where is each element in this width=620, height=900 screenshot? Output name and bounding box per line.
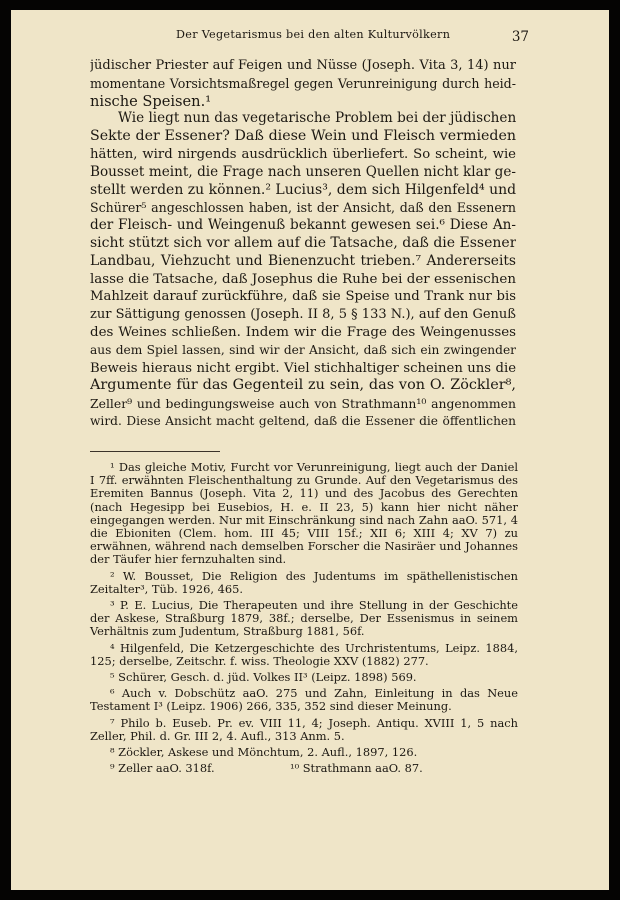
- running-title: Der Vegetarismus bei den alten Kulturvölkern: [176, 28, 451, 41]
- footnote: ³ P. E. Lucius, Die Therapeuten und ihre Stellung in der Geschichte der Askese, Straßburg 1879, 38f.; derselbe, Der Essenismus in seinem Verhältnis zum Judentum, Straßburg 1881, 56f.: [90, 598, 518, 639]
- text-line: momentane Vorsichtsmaßregel gegen Verunreinigung durch heid-: [90, 75, 516, 91]
- text-line: nische Speisen.¹: [90, 92, 212, 110]
- text-line: zur Sättigung genossen (Joseph. II 8, 5 § 133 N.), auf den Genuß: [90, 307, 516, 323]
- text-line: wird. Diese Ansicht macht geltend, daß die Essener die öffentlichen: [90, 413, 516, 428]
- main-text: [90, 57, 516, 431]
- text-line: hätten, wird nirgends ausdrücklich überliefert. So scheint, wie: [90, 146, 516, 162]
- text-line: Mahlzeit darauf zurückführe, daß sie Speise und Trank nur bis: [90, 289, 516, 305]
- text-line: Beweis hieraus nicht ergibt. Viel stichhaltiger scheinen uns die: [90, 360, 516, 376]
- text-line: Sekte der Essener? Daß diese Wein und Fleisch vermieden: [90, 128, 516, 145]
- text-line: Landbau, Viehzucht und Bienenzucht trieben.⁷ Andererseits: [90, 252, 516, 269]
- footnote: ⁸ Zöckler, Askese und Mönchtum, 2. Aufl., 1897, 126.: [110, 745, 418, 760]
- footnote: ¹⁰ Strathmann aaO. 87.: [290, 761, 423, 776]
- footnote: ⁵ Schürer, Gesch. d. jüd. Volkes II³ (Leipz. 1898) 569.: [110, 670, 417, 685]
- footnote-rule: [90, 451, 220, 452]
- text-line: aus dem Spiel lassen, sind wir der Ansicht, daß sich ein zwingender: [90, 342, 516, 357]
- page-header: [11, 28, 609, 46]
- text-line: stellt werden zu können.² Lucius³, dem sich Hilgenfeld⁴ und: [90, 181, 516, 198]
- text-line: Argumente für das Gegenteil zu sein, das von O. Zöckler⁸,: [90, 377, 516, 394]
- footnote: ¹ Das gleiche Motiv, Furcht vor Verunreinigung, liegt auch der Daniel I 7ff. erwähnten Fleischenthaltung zu Grunde. Auf den Vegetarismus des Eremiten Bannus (Joseph. Vita 2, 11) und des Jacobus des Gerechten (nach Hegesipp bei Eusebios, H. e. II 23, 5) kann hier nicht näher eingegangen werden. Nur mit Einschränkung sind nach Zahn aaO. 571, 4 die Ebioniten (Clem. hom. III 45; VIII 15f.; XII 6; XIII 4; XV 7) zu erwähnen, während nach demselben Forscher die Nasiräer und Johannes der Täufer hier fernzuhalten sind.: [90, 460, 518, 567]
- text-line: jüdischer Priester auf Feigen und Nüsse (Joseph. Vita 3, 14) nur: [90, 58, 516, 73]
- text-line: Zeller⁹ und bedingungsweise auch von Strathmann¹⁰ angenommen: [90, 396, 516, 412]
- text-line: lasse die Tatsache, daß Josephus die Ruhe bei der essenischen: [90, 271, 516, 287]
- book-page: [11, 10, 609, 890]
- footnote: ⁹ Zeller aaO. 318f.: [110, 761, 215, 776]
- text-line: Bousset meint, die Frage nach unseren Quellen nicht klar ge-: [90, 163, 516, 180]
- footnotes: [90, 461, 518, 775]
- footnote: ² W. Bousset, Die Religion des Judentums im späthellenistischen Zeitalter³, Tüb. 1926, 465.: [90, 568, 518, 596]
- footnote: ⁴ Hilgenfeld, Die Ketzergeschichte des Urchristentums, Leipz. 1884, 125; derselbe, Zeitschr. f. wiss. Theologie XXV (1882) 277.: [90, 640, 518, 668]
- text-line: des Weines schließen. Indem wir die Frage des Weingenusses: [90, 324, 516, 340]
- page-number: 37: [511, 29, 529, 45]
- footnote: ⁷ Philo b. Euseb. Pr. ev. VIII 11, 4; Joseph. Antiqu. XVIII 1, 5 nach Zeller, Phil. d. Gr. III 2, 4. Aufl., 313 Anm. 5.: [90, 715, 518, 743]
- footnote-row: [90, 762, 518, 775]
- text-line: Wie liegt nun das vegetarische Problem bei der jüdischen: [118, 110, 516, 127]
- footnote: ⁶ Auch v. Dobschütz aaO. 275 und Zahn, Einleitung in das Neue Testament I³ (Leipz. 1906) 266, 335, 352 sind dieser Meinung.: [90, 686, 518, 714]
- text-line: sicht stützt sich vor allem auf die Tatsache, daß die Essener: [90, 234, 516, 251]
- text-line: Schürer⁵ angeschlossen haben, ist der Ansicht, daß den Essenern: [90, 200, 516, 216]
- text-line: der Fleisch- und Weingenuß bekannt gewesen sei.⁶ Diese An-: [90, 217, 516, 234]
